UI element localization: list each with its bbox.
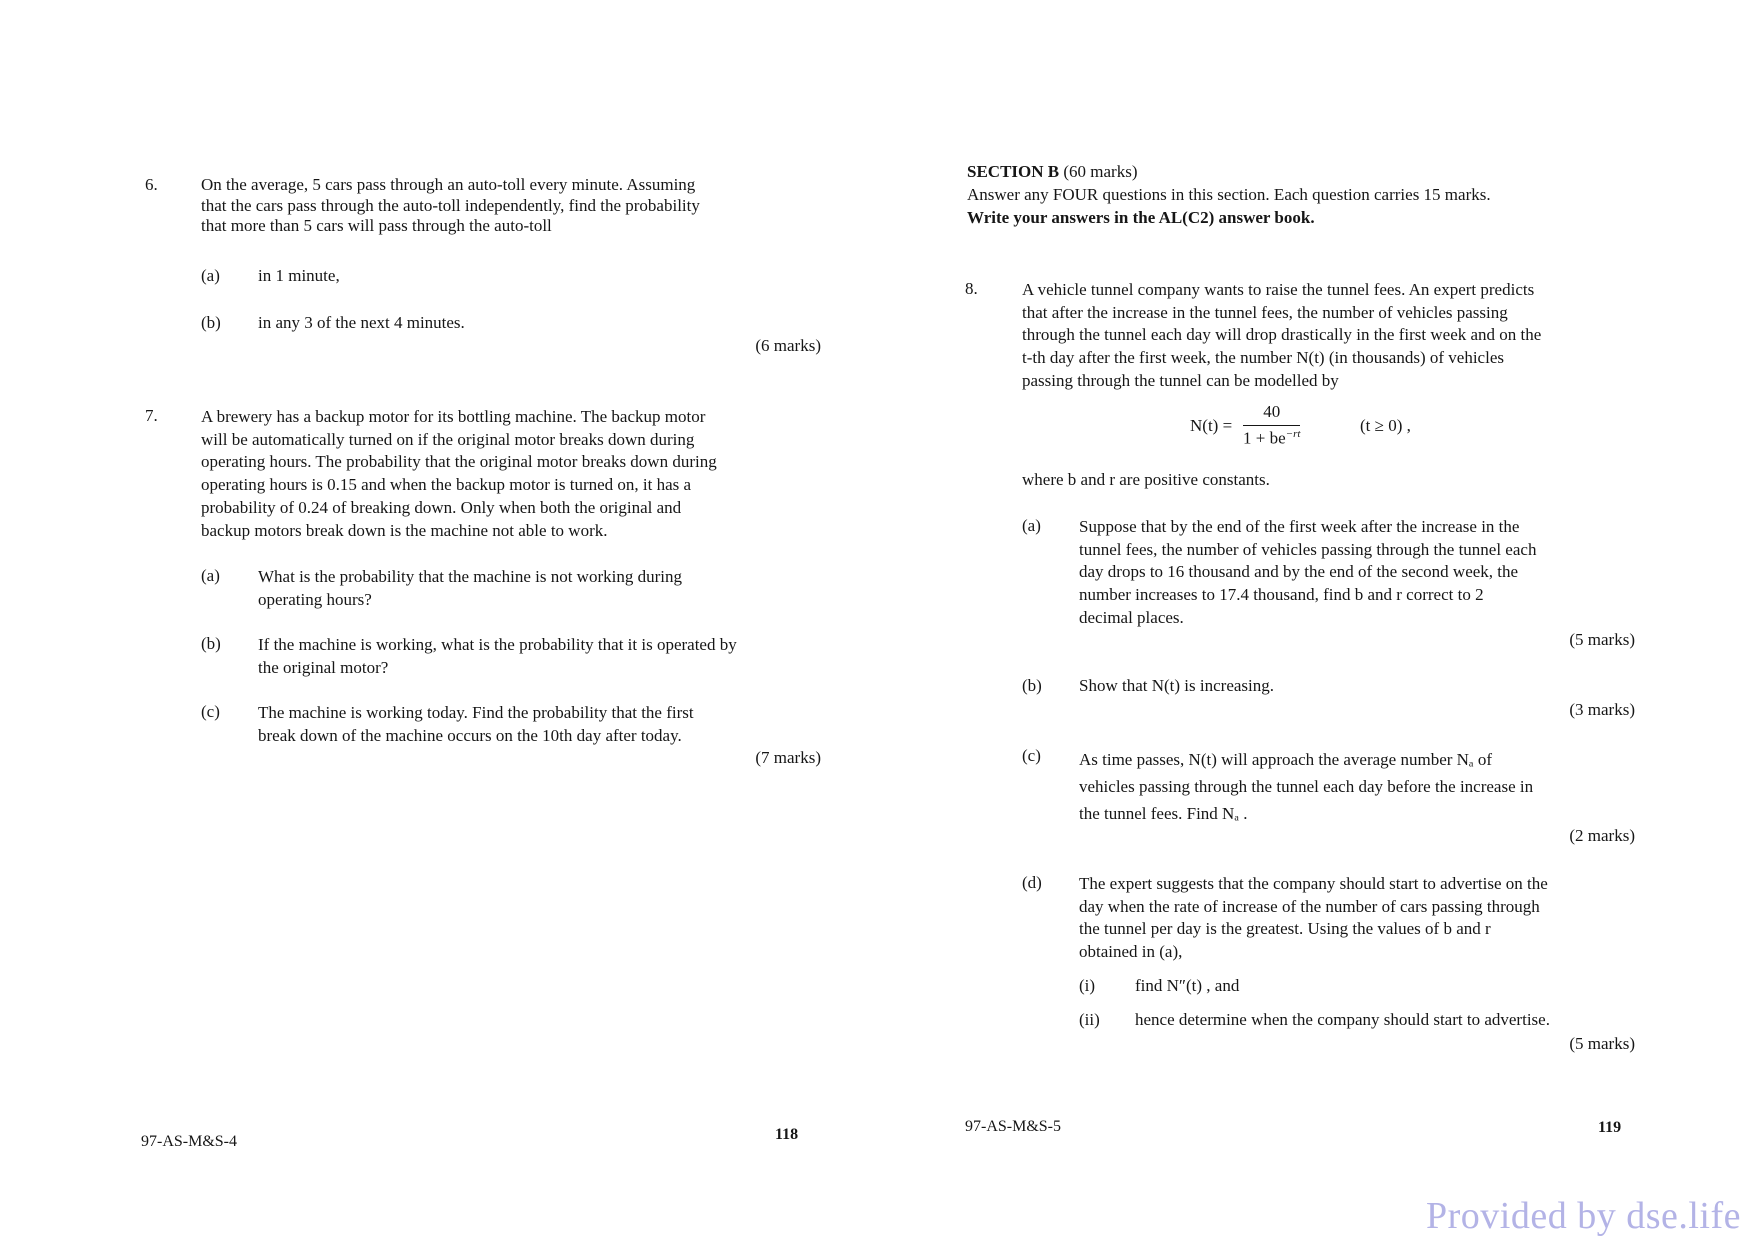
q8-part-b-text: Show that N(t) is increasing. (1079, 676, 1274, 695)
question-7-stem (201, 406, 851, 542)
formula-numerator: 40 (1243, 402, 1300, 426)
q6-part-a-label: (a) (201, 266, 220, 285)
q6-part-b-label: (b) (201, 313, 221, 332)
q8-part-d-line-1: The expert suggests that the company should start to advertise on the (1079, 874, 1548, 893)
formula-fraction (1243, 402, 1300, 449)
q7-part-c-line-2: break down of the machine occurs on the 10th day after today. (258, 725, 682, 745)
q6-marks: (6 marks) (755, 336, 821, 355)
q8-part-b-label: (b) (1022, 676, 1042, 695)
q8-part-d-line-2: day when the rate of increase of the number of cars passing through (1079, 896, 1540, 916)
q8-part-a-line-3: day drops to 16 thousand and by the end of the second week, the (1079, 562, 1519, 582)
q8-stem-line-1: A vehicle tunnel company wants to raise the tunnel fees. An expert predicts (1022, 280, 1535, 299)
q7-part-b-label: (b) (201, 634, 221, 653)
question-6-stem (201, 175, 841, 237)
q8-part-d-label: (d) (1022, 873, 1042, 892)
formula-condition: (t ≥ 0) , (1360, 416, 1411, 435)
q7-part-b-line-1: If the machine is working, what is the probability that it is operated by (258, 635, 737, 654)
q7-stem-line-3: operating hours. The probability that the original motor breaks down during (201, 452, 717, 472)
question-8-number: 8. (965, 279, 978, 298)
q7-part-a-label: (a) (201, 566, 220, 585)
q8-part-b-marks: (3 marks) (1569, 700, 1635, 719)
q7-part-c-text (258, 702, 858, 747)
q7-stem-line-4: operating hours is 0.15 and when the backup motor is turned on, it has a (201, 475, 692, 495)
formula-denominator (1243, 426, 1300, 449)
q6-part-b-text: in any 3 of the next 4 minutes. (258, 313, 465, 332)
question-6-number: 6. (145, 175, 158, 194)
right-page-number: 119 (1598, 1119, 1622, 1136)
q8-part-a-marks: (5 marks) (1569, 630, 1635, 649)
q7-part-b-text (258, 634, 858, 679)
question-8-stem (1022, 279, 1702, 393)
q8-part-c-text (1079, 746, 1699, 827)
q8-part-c-line-2: vehicles passing through the tunnel each day before the increase in (1079, 777, 1534, 796)
q7-part-c-label: (c) (201, 702, 220, 721)
section-heading (967, 162, 1138, 183)
q6-stem-line-1: On the average, 5 cars pass through an auto-toll every minute. Assuming (201, 175, 696, 194)
q7-part-a-line-1: What is the probability that the machine is not working during (258, 567, 682, 586)
left-footer-code: 97-AS-M&S-4 (141, 1133, 238, 1150)
section-instruction-2: Write your answers in the AL(C2) answer book. (967, 208, 1315, 227)
q8-part-a-line-4: number increases to 17.4 thousand, find b and r correct to 2 (1079, 585, 1484, 605)
q8-part-a-text (1079, 516, 1699, 630)
q8-part-a-line-5: decimal places. (1079, 607, 1184, 627)
q7-part-b-line-2: the original motor? (258, 657, 389, 677)
q7-stem-line-2: will be automatically turned on if the original motor breaks down during (201, 429, 695, 449)
q6-part-a-text: in 1 minute, (258, 266, 340, 285)
q8-part-a-line-1: Suppose that by the end of the first week after the increase in the (1079, 517, 1520, 536)
q8-subpart-i-text: find N″(t) , and (1135, 976, 1240, 995)
q7-part-a-text (258, 566, 858, 611)
q8-part-a-line-2: tunnel fees, the number of vehicles passing through the tunnel each (1079, 539, 1537, 559)
q8-stem-line-3: through the tunnel each day will drop drastically in the first week and on the (1022, 325, 1542, 345)
q7-stem-line-5: probability of 0.24 of breaking down. Only when both the original and (201, 497, 682, 517)
q8-subpart-ii-text: hence determine when the company should start to advertise. (1135, 1010, 1550, 1029)
q7-stem-line-1: A brewery has a backup motor for its bottling machine. The backup motor (201, 407, 706, 426)
q8-part-c-line-1: As time passes, N(t) will approach the average number Nₐ of (1079, 750, 1492, 769)
q6-stem-line-3: that more than 5 cars will pass through the auto-toll (201, 216, 552, 236)
section-title: SECTION B (967, 162, 1060, 181)
formula-denominator-base: 1 + be (1243, 428, 1286, 448)
q8-part-d-text (1079, 873, 1699, 964)
q6-stem-line-2: that the cars pass through the auto-toll independently, find the probability (201, 195, 700, 215)
formula-exponent: −rt (1285, 427, 1301, 440)
q8-part-d-line-3: the tunnel per day is the greatest. Using the values of b and r (1079, 919, 1491, 939)
q7-stem-line-6: backup motors break down is the machine not able to work. (201, 520, 608, 540)
q8-stem-line-5: passing through the tunnel can be modelled by (1022, 370, 1339, 390)
q8-part-c-label: (c) (1022, 746, 1041, 765)
q7-part-a-line-2: operating hours? (258, 589, 372, 609)
q8-stem-line-4: t-th day after the first week, the number N(t) (in thousands) of vehicles (1022, 348, 1504, 368)
q8-subpart-ii-label: (ii) (1079, 1010, 1100, 1029)
q8-where-line: where b and r are positive constants. (1022, 470, 1270, 489)
watermark: Provided by dse.life (1425, 1194, 1741, 1237)
right-footer-code: 97-AS-M&S-5 (965, 1118, 1062, 1135)
q7-marks: (7 marks) (755, 748, 821, 767)
q7-part-c-line-1: The machine is working today. Find the probability that the first (258, 703, 694, 722)
section-instruction-1: Answer any FOUR questions in this section. Each question carries 15 marks. (967, 185, 1491, 204)
q8-part-a-label: (a) (1022, 516, 1041, 535)
q8-part-c-line-3: the tunnel fees. Find Nₐ . (1079, 804, 1248, 823)
q8-subpart-i-label: (i) (1079, 976, 1096, 995)
section-marks: (60 marks) (1063, 162, 1138, 181)
q8-part-c-marks: (2 marks) (1569, 826, 1635, 845)
q8-part-d-line-4: obtained in (a), (1079, 942, 1183, 962)
left-page-number: 118 (775, 1126, 799, 1143)
question-7-number: 7. (145, 406, 158, 425)
q8-marks: (5 marks) (1569, 1034, 1635, 1053)
q8-stem-line-2: that after the increase in the tunnel fees, the number of vehicles passing (1022, 302, 1508, 322)
formula-lhs: N(t) = (1190, 416, 1233, 435)
